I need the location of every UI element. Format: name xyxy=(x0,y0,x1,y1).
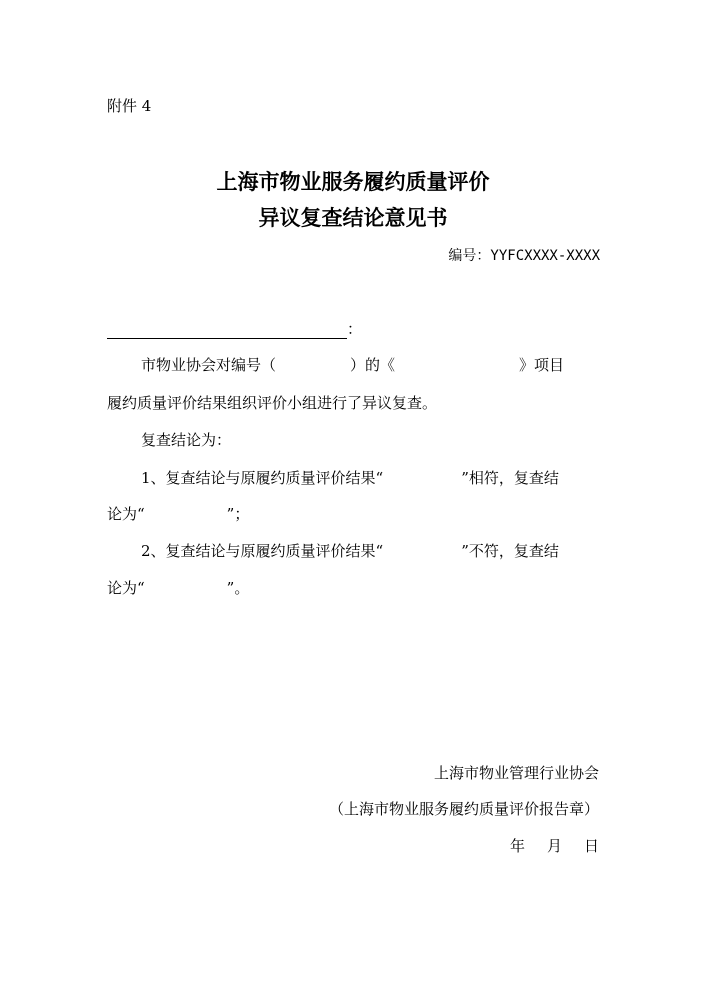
item1-seg3: 论为“ xyxy=(107,505,145,523)
signature-organization: 上海市物业管理行业协会 xyxy=(433,764,599,782)
item1-seg1: 1、复查结论与原履约质量评价结果“ xyxy=(141,469,384,487)
date-month: 月 xyxy=(546,837,562,855)
addressee-colon: ： xyxy=(347,320,363,338)
item1-seg2: ”相符，复查结 xyxy=(461,469,559,487)
paragraph1-seg2: ）的《 xyxy=(350,356,396,374)
item1-line2 xyxy=(107,503,249,524)
addressee-line xyxy=(107,318,362,339)
item2-seg1: 2、复查结论与原履约质量评价结果“ xyxy=(141,542,384,560)
item1-line1 xyxy=(141,467,559,488)
item1-seg4: ”； xyxy=(226,505,250,523)
date-day: 日 xyxy=(583,837,599,855)
paragraph1-line2: 履约质量评价结果组织评价小组进行了异议复查。 xyxy=(107,394,438,412)
item2-seg3: 论为“ xyxy=(107,579,145,597)
paragraph1-seg1: 市物业协会对编号（ xyxy=(141,356,277,374)
item2-seg4: ”。 xyxy=(226,579,250,597)
attachment-label: 附件 4 xyxy=(107,97,152,115)
conclusion-heading: 复查结论为： xyxy=(141,431,232,449)
document-number: 编号：YYFCXXXX-XXXX xyxy=(448,248,600,264)
addressee-blank xyxy=(107,324,347,339)
signature-date xyxy=(510,835,599,856)
document-title-line1: 上海市物业服务履约质量评价 xyxy=(216,170,490,194)
item2-line2 xyxy=(107,577,249,598)
paragraph1-seg3: 》项目 xyxy=(519,356,565,374)
signature-seal: （上海市物业服务履约质量评价报告章） xyxy=(328,800,599,818)
paragraph1-line1 xyxy=(141,354,564,375)
date-year: 年 xyxy=(509,837,525,855)
document-title-line2: 异议复查结论意见书 xyxy=(258,206,448,230)
item2-line1 xyxy=(141,540,559,561)
item2-seg2: ”不符，复查结 xyxy=(461,542,559,560)
